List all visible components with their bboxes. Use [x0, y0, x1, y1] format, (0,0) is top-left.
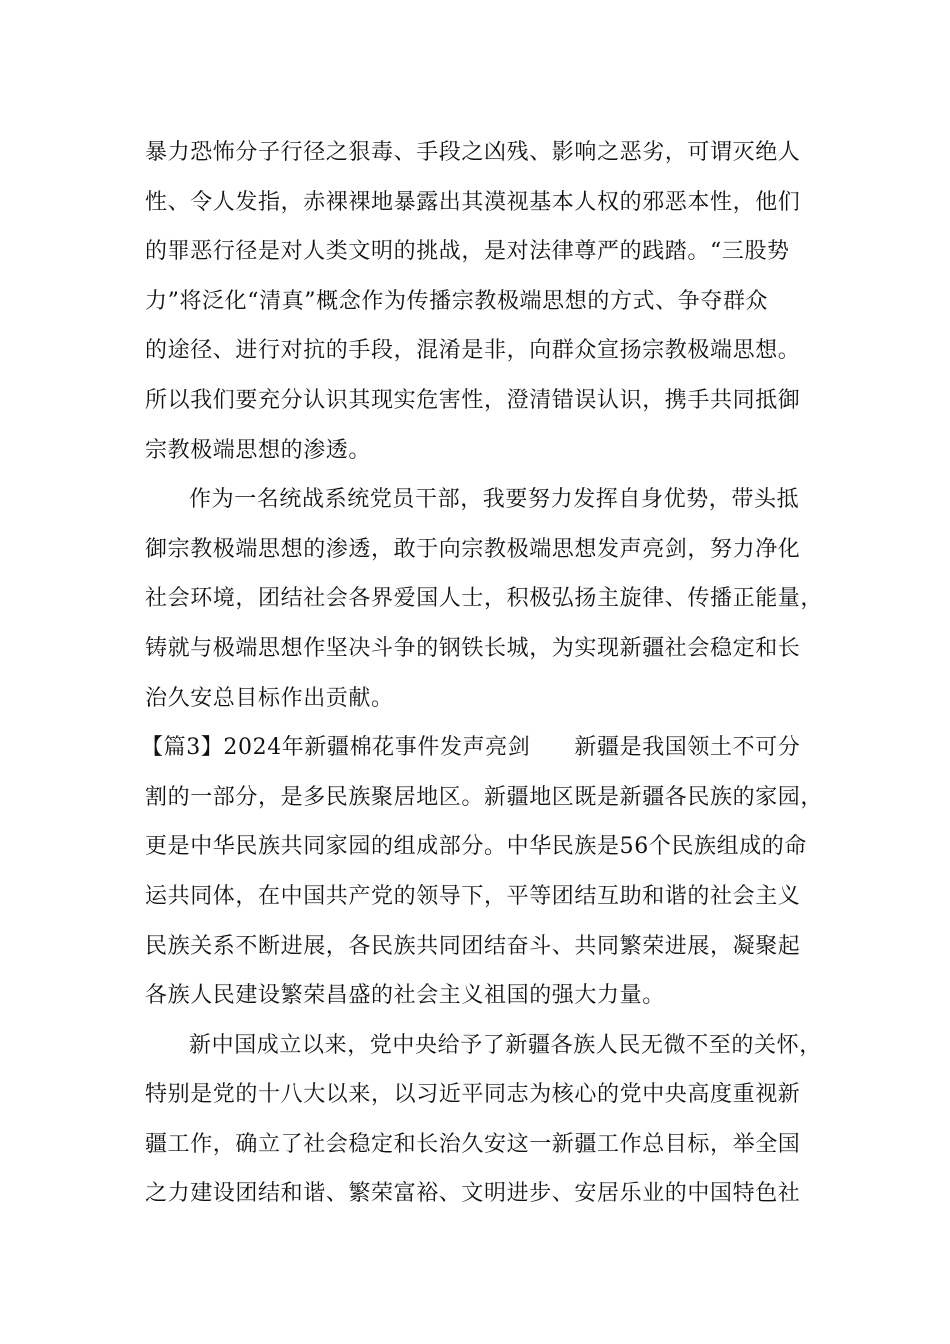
document-body [141, 128, 824, 1219]
text-line [141, 723, 813, 773]
paragraph-4 [145, 1021, 822, 1219]
text-line: 的途径、进行对抗的手段，混淆是非，向群众宣扬宗教极端思想。 [145, 338, 801, 364]
paragraph-3 [141, 723, 824, 1021]
text-line: 运共同体，在中国共产党的领导下，平等团结互助和谐的社会主义 [145, 883, 801, 909]
text-line: 之力建设团结和谐、繁荣富裕、文明进步、安居乐业的中国特色社 [145, 1181, 801, 1207]
text-line: 所以我们要充分认识其现实危害性，澄清错误认识，携手共同抵御 [145, 387, 801, 413]
text-segment: 新疆是我国领土不可分 [574, 735, 801, 761]
section-heading: 【篇3】2024年新疆棉花事件发声亮剑 [141, 735, 531, 761]
text-line: 特别是党的十八大以来，以习近平同志为核心的党中央高度重视新 [145, 1082, 801, 1108]
paragraph-2 [145, 475, 824, 723]
text-line: 各族人民建设繁荣昌盛的社会主义祖国的强大力量。 [145, 983, 665, 1009]
paragraph-1 [145, 128, 813, 475]
text-line: 力”将泛化“清真”概念作为传播宗教极端思想的方式、争夺群众 [145, 288, 769, 314]
text-line: 社会环境，团结社会各界爱国人士，积极弘扬主旋律、传播正能量， [145, 586, 824, 612]
text-line: 割的一部分，是多民族聚居地区。新疆地区既是新疆各民族的家园， [145, 784, 824, 810]
text-line: 民族关系不断进展，各民族共同团结奋斗、共同繁荣进展，凝聚起 [145, 933, 801, 959]
text-line: 铸就与极端思想作坚决斗争的钢铁长城，为实现新疆社会稳定和长 [145, 635, 801, 661]
text-line: 御宗教极端思想的渗透，敢于向宗教极端思想发声亮剑，努力净化 [145, 536, 801, 562]
text-line: 的罪恶行径是对人类文明的挑战，是对法律尊严的践踏。“三股势 [145, 239, 790, 265]
text-line: 新中国成立以来，党中央给予了新疆各族人民无微不至的关怀， [189, 1032, 822, 1058]
text-line: 暴力恐怖分子行径之狠毒、手段之凶残、影响之恶劣，可谓灭绝人 [145, 140, 801, 165]
text-line: 作为一名统战系统党员干部，我要努力发挥自身优势，带头抵 [189, 487, 800, 513]
text-line: 宗教极端思想的渗透。 [145, 437, 372, 463]
text-line: 更是中华民族共同家园的组成部分。中华民族是56个民族组成的命 [145, 834, 807, 860]
text-line: 疆工作，确立了社会稳定和长治久安这一新疆工作总目标，举全国 [145, 1131, 801, 1157]
text-line: 治久安总目标作出贡献。 [145, 685, 394, 711]
text-line: 性、令人发指，赤裸裸地暴露出其漠视基本人权的邪恶本性，他们 [145, 189, 801, 215]
